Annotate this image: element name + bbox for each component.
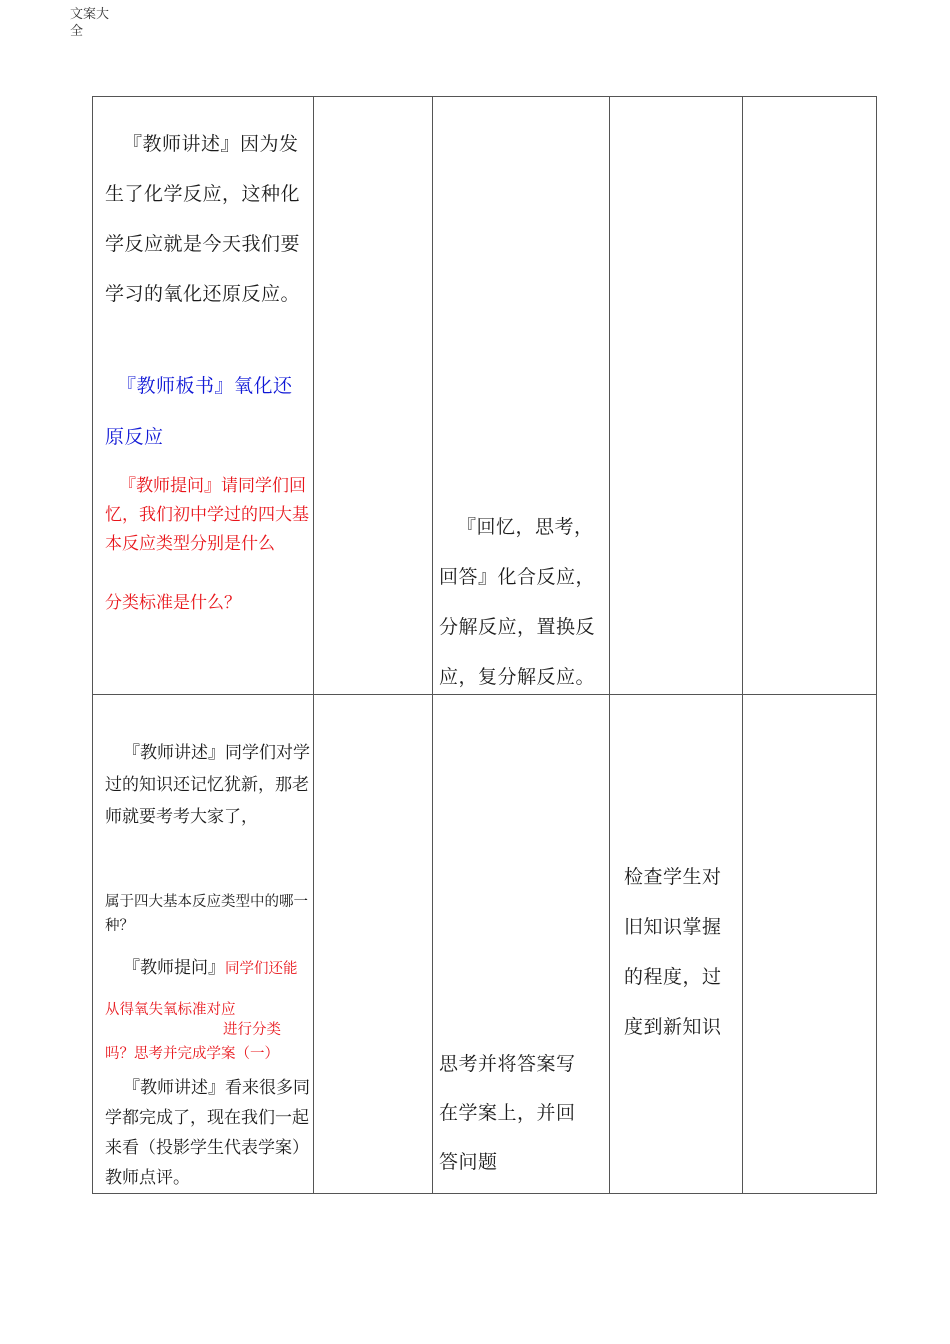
design-intent: 检查学生对旧知识掌握的程度，过度到新知识	[624, 866, 722, 1038]
teacher-question-tag: 『教师提问』	[123, 958, 225, 978]
empty-cell	[314, 97, 433, 695]
design-intent-cell	[610, 695, 743, 1194]
teacher-question-followup: 分类标准是什么？	[105, 593, 241, 613]
empty-cell	[743, 97, 877, 695]
teacher-narration: 『教师讲述』同学们对学过的知识还记忆犹新，那老师就要考考大家了，	[105, 743, 310, 827]
teacher-question-end: 吗？思考并完成学案（一）	[105, 1046, 279, 1062]
teacher-board-writing: 『教师板书』氧化还原反应	[105, 375, 293, 448]
teacher-question-continued: 进行分类	[223, 1022, 281, 1038]
student-answer: 『回忆，思考，回答』化合反应，分解反应，置换反应，复分解反应。	[439, 516, 596, 688]
teacher-narration: 『教师讲述』因为发生了化学反应，这种化学反应就是今天我们要学习的氧化还原反应。	[105, 133, 301, 305]
empty-cell	[610, 97, 743, 695]
question-prompt: 属于四大基本反应类型中的哪一种？	[105, 894, 308, 934]
empty-cell	[314, 695, 433, 1194]
teacher-question	[105, 948, 310, 1030]
empty-cell	[743, 695, 877, 1194]
teacher-activity-cell	[93, 695, 314, 1194]
table-row	[93, 695, 877, 1194]
student-response: 思考并将答案写在学案上，并回答问题	[439, 1053, 576, 1173]
student-activity-cell	[433, 695, 610, 1194]
header-watermark: 文案大全	[70, 7, 110, 39]
table-row	[93, 97, 877, 695]
teacher-narration-review: 『教师讲述』看来很多同学都完成了，现在我们一起来看（投影学生代表学案）教师点评。	[105, 1078, 310, 1188]
student-activity-cell	[433, 97, 610, 695]
lesson-plan-table	[92, 96, 877, 1194]
teacher-activity-cell	[93, 97, 314, 695]
teacher-question-text: 同学们还能从得氧失氧标准对应	[105, 961, 298, 1018]
teacher-question: 『教师提问』请同学们回忆，我们初中学过的四大基本反应类型分别是什么	[105, 476, 309, 554]
